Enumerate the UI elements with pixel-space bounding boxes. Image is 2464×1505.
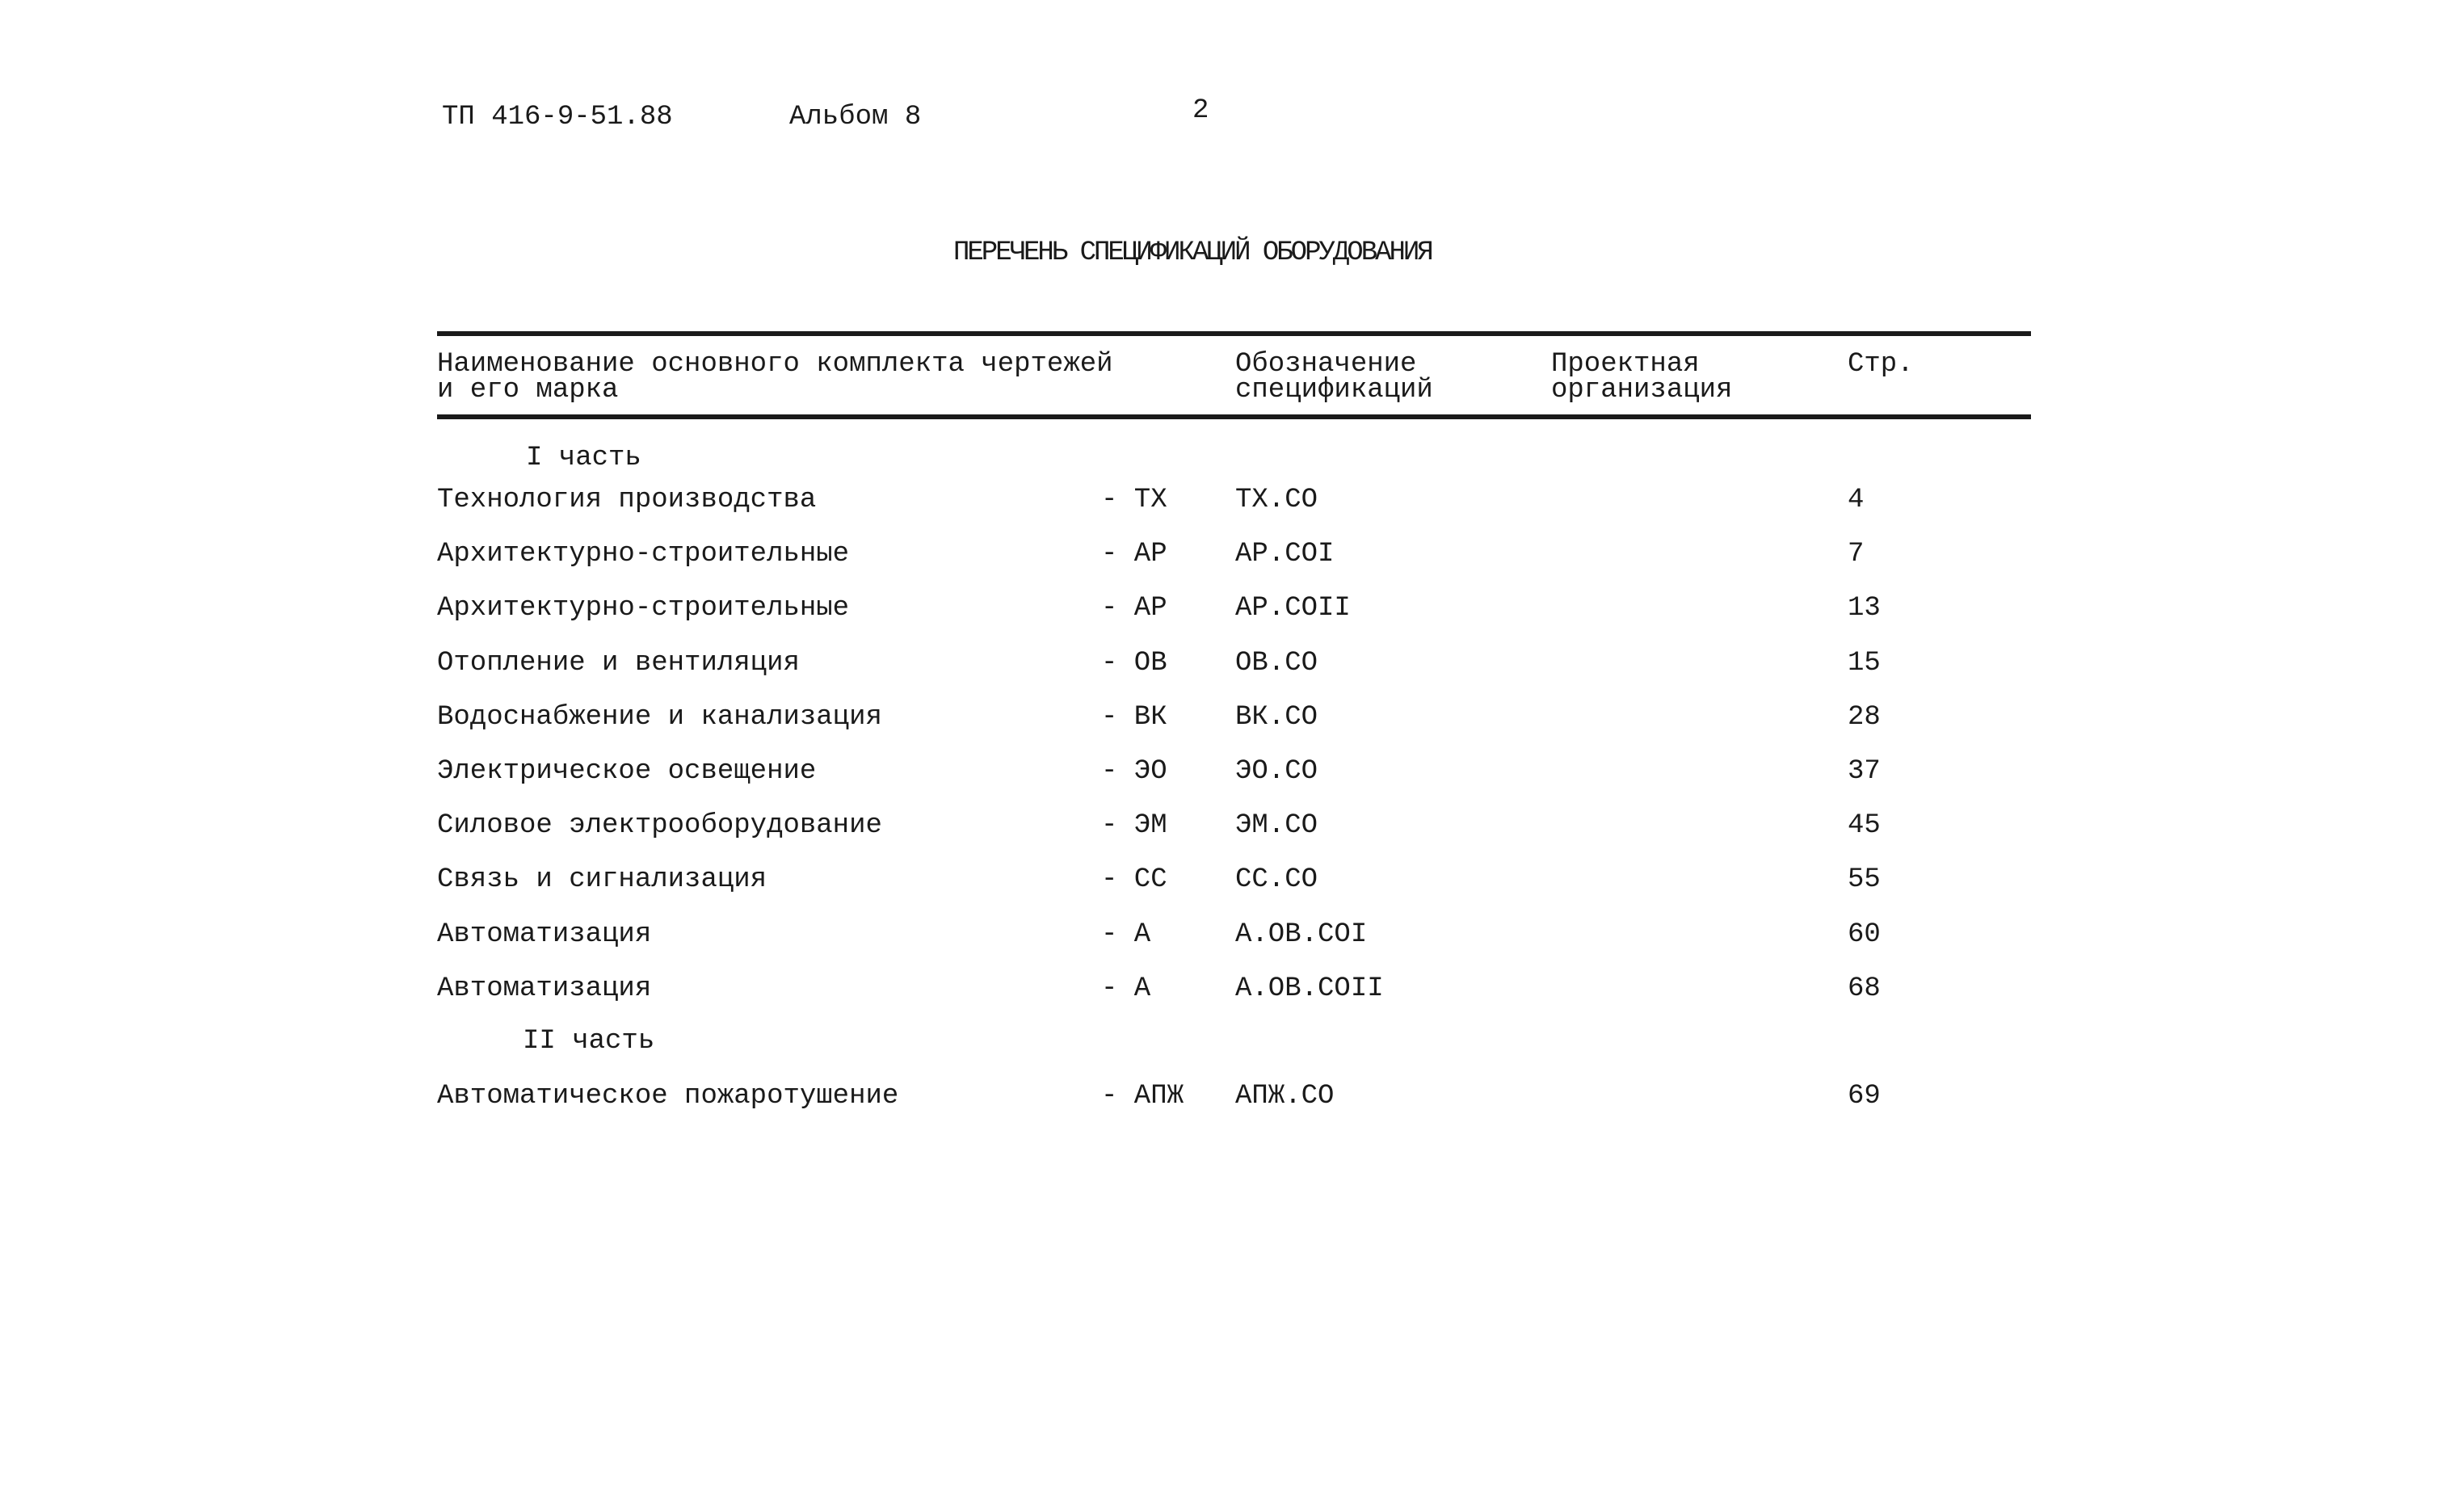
row-spec: ОВ.СО (1235, 647, 1318, 679)
table-row (0, 921, 2464, 953)
row-page: 55 (1848, 864, 1881, 896)
row-name: Силовое электрооборудование (437, 810, 882, 842)
row-page: 60 (1848, 919, 1881, 950)
row-spec: ТХ.СО (1235, 485, 1318, 515)
table-row (0, 812, 2464, 844)
table-header-rule (437, 414, 2031, 419)
row-mark: - ТХ (1101, 485, 1167, 515)
doc-code: ТП 416-9-51.88 (442, 102, 673, 132)
row-mark: - СС (1101, 864, 1167, 896)
row-name: Архитектурно-строительные (437, 593, 850, 624)
row-mark: - ЭМ (1101, 810, 1167, 842)
row-mark: - ОВ (1101, 647, 1167, 679)
row-name: Отопление и вентиляция (437, 647, 800, 679)
row-page: 15 (1848, 647, 1881, 679)
row-page: 68 (1848, 973, 1881, 1004)
row-name: Автоматизация (437, 919, 652, 950)
row-name: Технология производства (437, 485, 817, 515)
row-spec: АР.СОII (1235, 593, 1351, 624)
row-mark: - АР (1101, 593, 1167, 624)
row-name: Водоснабжение и канализация (437, 701, 882, 733)
row-page: 28 (1848, 701, 1881, 733)
row-mark: - АР (1101, 539, 1167, 570)
table-row (0, 486, 2464, 519)
row-spec: А.ОВ.СОI (1235, 919, 1368, 950)
row-spec: АР.СОI (1235, 539, 1335, 570)
row-page: 37 (1848, 756, 1881, 787)
row-name: Связь и сигнализация (437, 864, 767, 896)
row-mark: - АПЖ (1101, 1081, 1184, 1112)
column-header-spec-1: Обозначение (1235, 349, 1417, 380)
row-spec: СС.СО (1235, 864, 1318, 896)
row-mark: - ВК (1101, 701, 1167, 733)
row-page: 13 (1848, 593, 1881, 624)
row-page: 7 (1848, 539, 1865, 570)
column-header-org-1: Проектная (1551, 349, 1700, 380)
row-page: 69 (1848, 1081, 1881, 1112)
row-spec: ЭО.СО (1235, 756, 1318, 787)
page-number: 2 (1192, 95, 1209, 126)
table-row (0, 595, 2464, 627)
table-row (0, 866, 2464, 898)
row-spec: А.ОВ.СОII (1235, 973, 1384, 1004)
column-header-page: Стр. (1848, 349, 1914, 380)
row-spec: ВК.СО (1235, 701, 1318, 733)
row-name: Электрическое освещение (437, 756, 817, 787)
row-page: 45 (1848, 810, 1881, 842)
part-1-label: I часть (526, 443, 641, 473)
table-row (0, 975, 2464, 1007)
page-title: ПЕРЕЧЕНЬ СПЕЦИФИКАЦИЙ ОБОРУДОВАНИЯ (953, 238, 1432, 268)
row-name: Автоматизация (437, 973, 652, 1004)
column-header-name-2: и его марка (437, 375, 619, 406)
row-mark: - А (1101, 973, 1151, 1004)
table-row (0, 647, 2464, 682)
row-spec: АПЖ.СО (1235, 1081, 1335, 1112)
row-name: Автоматическое пожаротушение (437, 1081, 899, 1112)
row-mark: - А (1101, 919, 1151, 950)
table-row (0, 1083, 2464, 1115)
table-row (0, 540, 2464, 573)
column-header-org-2: организация (1551, 375, 1733, 406)
column-header-name-1: Наименование основного комплекта чертежей (437, 349, 1113, 380)
row-name: Архитектурно-строительные (437, 539, 850, 570)
column-header-spec-2: спецификаций (1235, 375, 1433, 406)
table-top-rule (437, 331, 2031, 336)
row-page: 4 (1848, 485, 1865, 515)
album-label: Альбом 8 (789, 102, 922, 132)
part-2-label: II часть (523, 1026, 655, 1057)
table-row (0, 758, 2464, 790)
row-spec: ЭМ.СО (1235, 810, 1318, 842)
row-mark: - ЭО (1101, 756, 1167, 787)
table-row (0, 701, 2464, 736)
